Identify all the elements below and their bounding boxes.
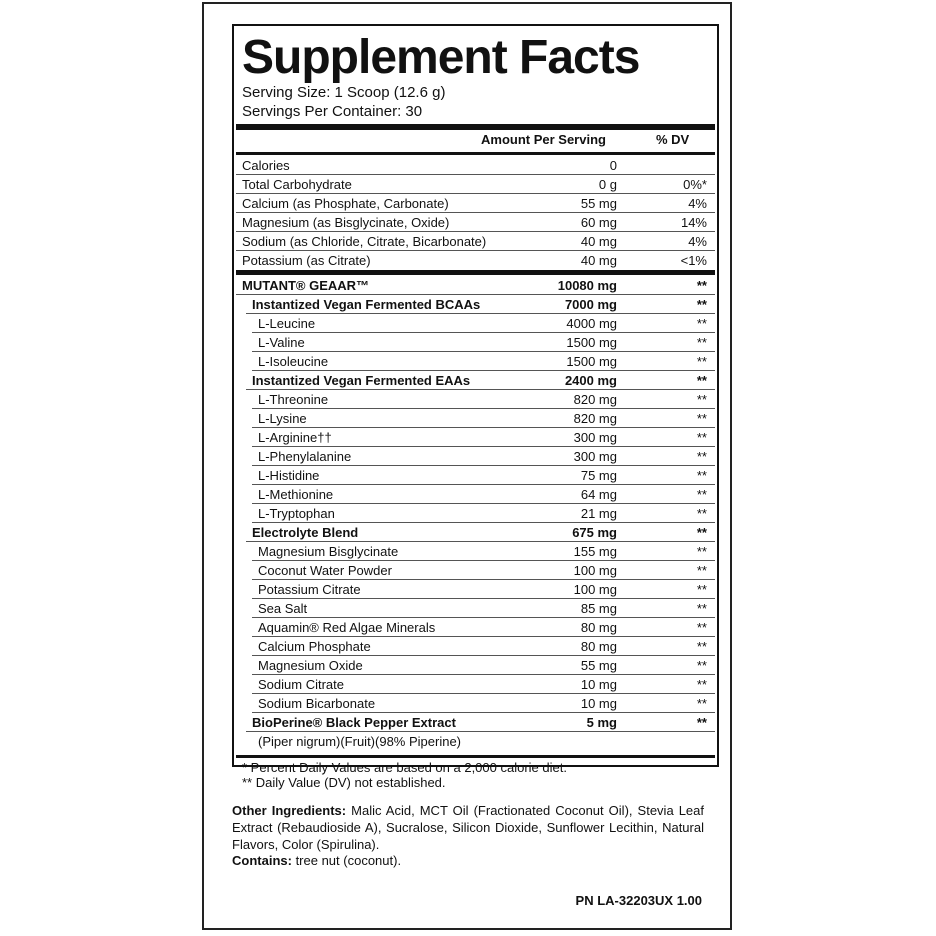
ingredient-dv: **: [696, 468, 707, 483]
ingredient-dv: **: [696, 525, 707, 540]
ingredient-name: Instantized Vegan Fermented EAAs: [252, 373, 471, 388]
ingredient-name: Potassium (as Citrate): [242, 253, 371, 268]
ingredient-name: L-Leucine: [258, 316, 316, 331]
ingredient-amount: 0 g: [598, 177, 617, 192]
ingredient-dv: **: [696, 335, 707, 350]
ingredient-name: L-Threonine: [258, 392, 329, 407]
ingredient-amount: 40 mg: [580, 253, 617, 268]
ingredient-dv: **: [696, 639, 707, 654]
ingredient-dv: **: [696, 696, 707, 711]
ingredient-amount: 1500 mg: [566, 354, 617, 369]
other-ingredients: [232, 802, 704, 853]
part-number: PN LA-32203UX 1.00: [575, 893, 702, 908]
ingredient-dv: **: [696, 563, 707, 578]
ingredient-dv: 4%: [688, 196, 707, 211]
ingredient-dv: 4%: [688, 234, 707, 249]
table-row: [236, 485, 715, 504]
ingredient-amount: 4000 mg: [566, 316, 617, 331]
ingredient-name: L-Isoleucine: [258, 354, 329, 369]
table-row: [236, 675, 715, 694]
ingredient-amount: 2400 mg: [564, 373, 617, 388]
ingredient-amount: 85 mg: [580, 601, 617, 616]
ingredient-amount: 7000 mg: [564, 297, 617, 312]
ingredient-name: Magnesium (as Bisglycinate, Oxide): [242, 215, 450, 230]
ingredient-dv: **: [696, 677, 707, 692]
table-row: [236, 542, 715, 561]
table-row: [236, 561, 715, 580]
table-row: [236, 523, 715, 542]
footer-divider: [236, 755, 715, 758]
ingredient-name: Sodium (as Chloride, Citrate, Bicarbonate): [242, 234, 487, 249]
table-row: [236, 295, 715, 314]
table-row: [236, 175, 715, 194]
table-row: [236, 156, 715, 175]
ingredient-name: MUTANT® GEAAR™: [242, 278, 370, 293]
ingredient-dv: **: [696, 506, 707, 521]
ingredient-amount: 820 mg: [573, 392, 617, 407]
ingredient-name: Electrolyte Blend: [252, 525, 359, 540]
thick-divider: [236, 124, 715, 130]
ingredient-dv: **: [696, 582, 707, 597]
ingredient-amount: 300 mg: [573, 449, 617, 464]
other-ingredients-label: Other Ingredients:: [232, 803, 347, 818]
ingredient-name: Sodium Bicarbonate: [258, 696, 376, 711]
table-row: [236, 694, 715, 713]
ingredient-name: L-Histidine: [258, 468, 320, 483]
ingredient-name: L-Lysine: [258, 411, 307, 426]
table-row: [236, 276, 715, 295]
ingredient-name: L-Arginine††: [258, 430, 332, 445]
ingredient-amount: 0: [609, 158, 617, 173]
ingredient-name: L-Phenylalanine: [258, 449, 352, 464]
ingredient-amount: 75 mg: [580, 468, 617, 483]
ingredient-name: L-Methionine: [258, 487, 334, 502]
amount-header: Amount Per Serving: [481, 132, 606, 147]
table-row: [236, 213, 715, 232]
ingredient-amount: 820 mg: [573, 411, 617, 426]
ingredient-dv: **: [696, 449, 707, 464]
ingredient-name: (Piper nigrum)(Fruit)(98% Piperine): [258, 734, 461, 749]
ingredient-amount: 64 mg: [580, 487, 617, 502]
serving-size: Serving Size: 1 Scoop (12.6 g): [242, 84, 446, 101]
ingredient-name: L-Valine: [258, 335, 305, 350]
table-row: [236, 409, 715, 428]
dv-header: % DV: [656, 132, 690, 147]
ingredient-dv: **: [696, 487, 707, 502]
table-row: [236, 732, 715, 751]
table-row: [236, 504, 715, 523]
ingredient-amount: 300 mg: [573, 430, 617, 445]
ingredient-amount: 5 mg: [586, 715, 617, 730]
table-row: [236, 390, 715, 409]
servings-per-container: Servings Per Container: 30: [242, 103, 423, 120]
ingredient-name: Calcium Phosphate: [258, 639, 371, 654]
ingredient-name: Magnesium Bisglycinate: [258, 544, 399, 559]
table-row: [236, 352, 715, 371]
table-row: [236, 447, 715, 466]
ingredient-name: Coconut Water Powder: [258, 563, 392, 578]
ingredient-amount: 10080 mg: [557, 278, 617, 293]
ingredient-amount: 10 mg: [580, 696, 617, 711]
ingredient-dv: **: [696, 411, 707, 426]
other-ingredients-text: Malic Acid, MCT Oil (Fractionated Coconut Oil), Stevia Leaf Extract (Rebaudioside A), Sucralose, Silicon Dioxide, Sunflower Lecithin, Natural Flavors, Color (Spirulina).: [232, 803, 705, 852]
table-row: [236, 656, 715, 675]
ingredient-dv: 0%*: [683, 177, 707, 192]
ingredient-amount: 80 mg: [580, 639, 617, 654]
ingredient-amount: 55 mg: [580, 658, 617, 673]
ingredient-dv: **: [696, 278, 707, 293]
ingredient-dv: **: [696, 373, 707, 388]
ingredient-name: Magnesium Oxide: [258, 658, 363, 673]
table-row: [236, 428, 715, 447]
table-row: [236, 618, 715, 637]
allergen-statement: [232, 852, 401, 869]
ingredient-amount: 100 mg: [573, 563, 617, 578]
ingredient-amount: 1500 mg: [566, 335, 617, 350]
ingredient-dv: **: [696, 620, 707, 635]
ingredient-dv: **: [696, 392, 707, 407]
ingredient-name: Total Carbohydrate: [242, 177, 352, 192]
table-row: [236, 466, 715, 485]
ingredient-amount: 10 mg: [580, 677, 617, 692]
ingredient-name: Aquamin® Red Algae Minerals: [258, 620, 436, 635]
ingredient-name: Calories: [242, 158, 290, 173]
table-row: [236, 232, 715, 251]
ingredient-name: Potassium Citrate: [258, 582, 361, 597]
table-row: [236, 637, 715, 656]
table-row: [236, 333, 715, 352]
ingredient-dv: **: [696, 430, 707, 445]
ingredient-dv: **: [696, 297, 707, 312]
ingredient-name: Instantized Vegan Fermented BCAAs: [252, 297, 481, 312]
ingredient-dv: **: [696, 658, 707, 673]
thick-divider: [236, 270, 715, 275]
contains-text: tree nut (coconut).: [291, 853, 402, 868]
table-row: [236, 713, 715, 732]
ingredient-dv: <1%: [680, 253, 707, 268]
ingredient-name: L-Tryptophan: [258, 506, 335, 521]
header-divider: [236, 152, 715, 155]
table-row: [236, 580, 715, 599]
ingredient-amount: 100 mg: [573, 582, 617, 597]
footnote-dv: * Percent Daily Values are based on a 2,000 calorie diet.: [242, 760, 567, 775]
ingredient-name: Sodium Citrate: [258, 677, 344, 692]
ingredient-dv: **: [696, 601, 707, 616]
ingredient-dv: **: [696, 715, 707, 730]
ingredient-dv: 14%: [680, 215, 707, 230]
ingredient-amount: 675 mg: [572, 525, 617, 540]
ingredient-amount: 21 mg: [580, 506, 617, 521]
ingredient-name: Calcium (as Phosphate, Carbonate): [242, 196, 449, 211]
page-title: Supplement Facts: [242, 31, 640, 84]
contains-label: Contains:: [232, 853, 292, 868]
ingredient-amount: 40 mg: [580, 234, 617, 249]
table-row: [236, 251, 715, 270]
ingredient-amount: 55 mg: [580, 196, 617, 211]
ingredient-amount: 80 mg: [580, 620, 617, 635]
ingredient-name: BioPerine® Black Pepper Extract: [252, 715, 456, 730]
ingredient-name: Sea Salt: [258, 601, 308, 616]
ingredient-dv: **: [696, 544, 707, 559]
ingredient-dv: **: [696, 316, 707, 331]
table-row: [236, 371, 715, 390]
ingredient-amount: 60 mg: [580, 215, 617, 230]
ingredient-dv: **: [696, 354, 707, 369]
ingredient-amount: 155 mg: [573, 544, 617, 559]
table-row: [236, 599, 715, 618]
table-row: [236, 194, 715, 213]
footnote-not-established: ** Daily Value (DV) not established.: [242, 775, 446, 790]
table-row: [236, 314, 715, 333]
